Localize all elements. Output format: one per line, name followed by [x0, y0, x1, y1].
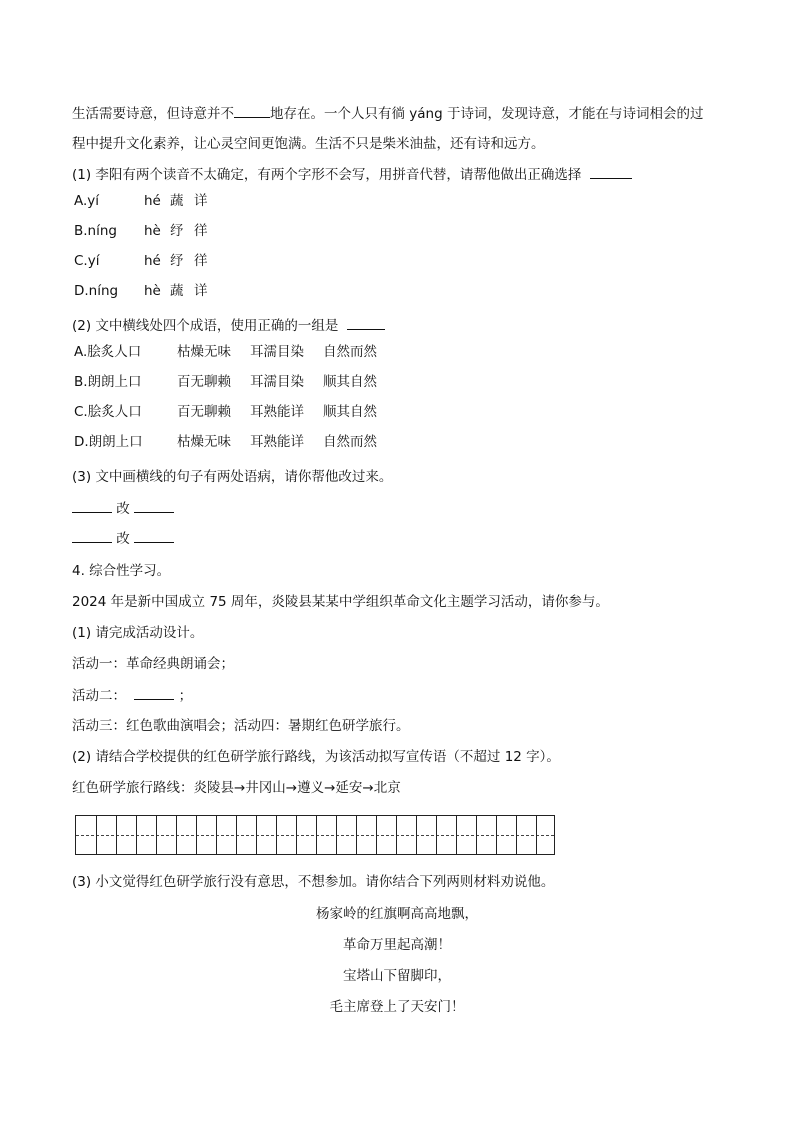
- option-item: 自然而然: [323, 434, 377, 450]
- passage-line-2: 程中提升文化素养，让心灵空间更饱满。生活不只是柴米油盐，还有诗和远方。: [72, 136, 545, 152]
- option-label: C.yí: [74, 253, 100, 269]
- passage-line-1: [72, 104, 703, 123]
- route-text: 红色研学旅行路线：炎陵县→井冈山→遵义→延安→北京: [72, 780, 401, 796]
- option-item: 自然而然: [323, 344, 377, 360]
- grid-line: [216, 816, 217, 854]
- section-4-title: 4. 综合性学习。: [72, 563, 171, 579]
- answer-blank[interactable]: [72, 499, 112, 513]
- question-1-text: (1) 李阳有两个读音不太确定，有两个字形不会写，用拼音代替，请帮他做出正确选择: [72, 167, 582, 183]
- section-4-sub3: (3) 小文觉得红色研学旅行没有意思，不想参加。请你结合下列两则材料劝说他。: [72, 874, 555, 890]
- option-item: 枯燥无味: [177, 434, 231, 450]
- activity-2-label: 活动二：: [72, 688, 126, 704]
- option-label: D.níng: [74, 283, 119, 299]
- change-label: 改: [116, 531, 130, 547]
- correction-row-1: [72, 499, 174, 518]
- fill-blank[interactable]: [234, 104, 270, 118]
- option-item: 枯燥无味: [177, 344, 231, 360]
- option-item: 徉: [194, 223, 208, 239]
- option-item: 蔬: [170, 283, 184, 299]
- poem-line-4: 毛主席登上了天安门！: [329, 999, 465, 1015]
- activity-3: 活动三：红色歌曲演唱会；活动四：暑期红色研学旅行。: [72, 718, 410, 734]
- option-item: hè: [144, 223, 161, 239]
- poem-line-2: 革命万里起高潮！: [343, 937, 451, 953]
- grid-line: [156, 816, 157, 854]
- grid-line: [516, 816, 517, 854]
- option-label: B.朗朗上口: [74, 374, 142, 390]
- grid-line: [136, 816, 137, 854]
- grid-line: [96, 816, 97, 854]
- option-item: 详: [194, 283, 208, 299]
- answer-blank[interactable]: [134, 686, 174, 700]
- option-item: hè: [144, 283, 161, 299]
- section-4-sub2: (2) 请结合学校提供的红色研学旅行路线，为该活动拟写宣传语（不超过 12 字）。: [72, 749, 560, 765]
- option-item: 耳濡目染: [250, 344, 304, 360]
- option-item: 顺其自然: [323, 374, 377, 390]
- option-label: C.脍炙人口: [74, 404, 142, 420]
- poem-line-1: 杨家岭的红旗啊高高地飘，: [316, 906, 478, 922]
- change-label: 改: [116, 501, 130, 517]
- question-2-text: (2) 文中横线处四个成语，使用正确的一组是: [72, 318, 339, 334]
- grid-line: [536, 816, 537, 854]
- grid-line: [456, 816, 457, 854]
- option-item: 百无聊赖: [177, 374, 231, 390]
- option-item: 百无聊赖: [177, 404, 231, 420]
- option-item: 徉: [194, 253, 208, 269]
- answer-blank[interactable]: [72, 529, 112, 543]
- section-4-sub1: (1) 请完成活动设计。: [72, 625, 204, 641]
- grid-midline: [76, 835, 554, 836]
- answer-blank[interactable]: [347, 316, 385, 330]
- activity-2: [72, 686, 192, 705]
- option-item: 耳熟能详: [250, 434, 304, 450]
- grid-line: [396, 816, 397, 854]
- option-item: 耳濡目染: [250, 374, 304, 390]
- option-label: A.脍炙人口: [74, 344, 142, 360]
- poem-line-3: 宝塔山下留脚印，: [343, 968, 451, 984]
- question-2-stem: [72, 316, 385, 335]
- grid-line: [416, 816, 417, 854]
- grid-line: [176, 816, 177, 854]
- writing-grid[interactable]: [75, 815, 555, 855]
- grid-line: [316, 816, 317, 854]
- option-item: 耳熟能详: [250, 404, 304, 420]
- grid-line: [356, 816, 357, 854]
- question-1-stem: [72, 165, 632, 184]
- grid-line: [236, 816, 237, 854]
- grid-line: [116, 816, 117, 854]
- answer-blank[interactable]: [134, 529, 174, 543]
- grid-line: [476, 816, 477, 854]
- option-label: B.níng: [74, 223, 117, 239]
- grid-line: [256, 816, 257, 854]
- answer-blank[interactable]: [134, 499, 174, 513]
- grid-line: [496, 816, 497, 854]
- answer-blank[interactable]: [590, 165, 632, 179]
- option-label: D.朗朗上口: [74, 434, 143, 450]
- grid-line: [436, 816, 437, 854]
- option-item: hé: [144, 193, 161, 209]
- grid-line: [276, 816, 277, 854]
- grid-line: [336, 816, 337, 854]
- grid-line: [296, 816, 297, 854]
- option-item: 顺其自然: [323, 404, 377, 420]
- grid-line: [196, 816, 197, 854]
- activity-2-end: ；: [178, 688, 193, 704]
- correction-row-2: [72, 529, 174, 548]
- grid-line: [376, 816, 377, 854]
- section-4-intro: 2024 年是新中国成立 75 周年，炎陵县某某中学组织革命文化主题学习活动，请你参与。: [72, 594, 609, 610]
- question-3-stem: (3) 文中画横线的句子有两处语病，请你帮他改过来。: [72, 469, 393, 485]
- passage-line-1-post: 地存在。一个人只有徜 yáng 于诗词，发现诗意，才能在与诗词相会的过: [270, 106, 704, 122]
- activity-1: 活动一：革命经典朗诵会；: [72, 656, 234, 672]
- option-item: 蔬: [170, 193, 184, 209]
- option-item: 纾: [170, 253, 184, 269]
- option-item: 纾: [170, 223, 184, 239]
- passage-line-1-pre: 生活需要诗意，但诗意并不: [72, 106, 234, 122]
- option-item: hé: [144, 253, 161, 269]
- option-item: 详: [194, 193, 208, 209]
- option-label: A.yí: [74, 193, 100, 209]
